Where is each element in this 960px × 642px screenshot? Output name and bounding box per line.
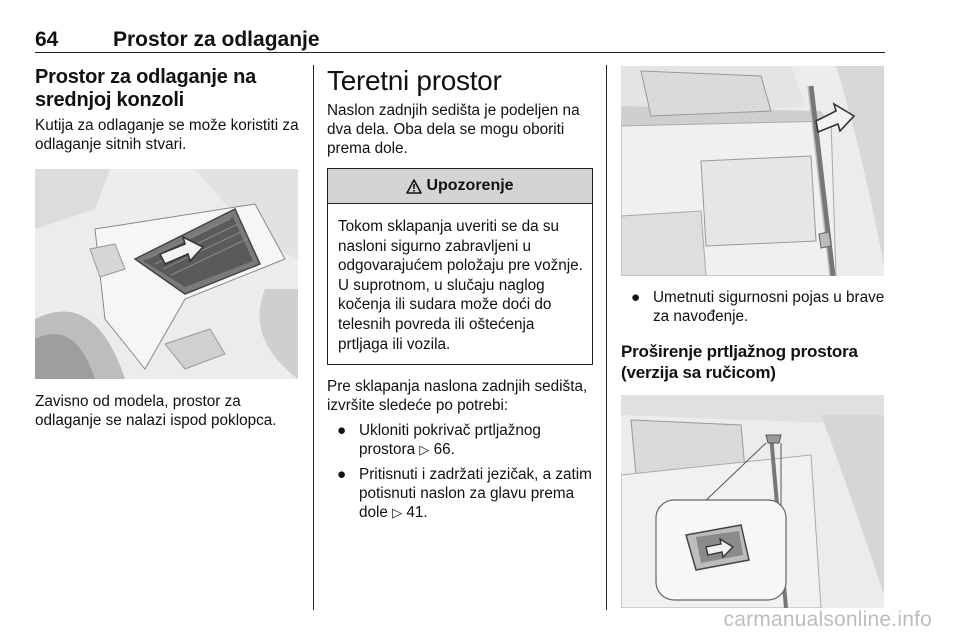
section-title: Prostor za odlaganje [113, 28, 320, 51]
rear-seat-belt-illustration [621, 66, 884, 276]
column-cargo-area [327, 66, 593, 528]
warning-triangle-icon [406, 179, 422, 194]
list-item: ● Ukloniti pokrivač prtljažnog prostora ▷ 66. [337, 422, 541, 459]
steps-list [327, 421, 593, 523]
warning-title: Upozorenje [426, 177, 514, 194]
seatbelt-steps [621, 288, 887, 326]
page-header [35, 26, 885, 53]
column-center-console [35, 66, 300, 430]
warning-title-bar [328, 169, 592, 204]
steps-intro: Pre sklapanja naslona zadnjih sedišta, izvršite sledeće po potrebi: [327, 378, 588, 415]
page-reference[interactable]: 41. [406, 504, 428, 522]
list-item: ● Umetnuti sigurnosni pojas u brave za navođenje. [631, 289, 885, 325]
cargo-area-intro: Naslon zadnjih sedišta je podeljen na dva dela. Oba dela se mogu oboriti prema dole. [327, 102, 580, 157]
see-reference-icon: ▷ [419, 443, 430, 459]
watermark: carmanualsonline.info [723, 608, 932, 631]
see-reference-icon: ▷ [392, 506, 403, 522]
page-number: 64 [35, 28, 59, 51]
warning-box [327, 168, 593, 365]
center-console-intro: Kutija za odlaganje se može koristiti za odlaganje sitnih stvari. [35, 117, 299, 153]
page-reference[interactable]: 66. [433, 441, 455, 459]
column-divider [313, 65, 314, 610]
warning-text: Tokom sklapanja uveriti se da su nasloni sigurno zabravljeni u odgovarajućem položaju pre vožnje. U suprotnom, u slučaju naglog kočenja ili sudara može doći do telesnih povreda ili oštećenja prtljaga ili vozila. [338, 218, 583, 353]
cargo-extension-heading: Proširenje prtljažnog prostora (verzija sa ručicom) [621, 342, 858, 382]
warning-body [328, 204, 592, 364]
center-console-note: Zavisno od modela, prostor za odlaganje se nalazi ispod poklopca. [35, 393, 277, 429]
list-item: ● Pritisnuti i zadržati jezičak, a zatim potisnuti naslon za glavu prema dole ▷ 41. [337, 466, 592, 522]
rear-seat-lever-illustration [621, 395, 884, 608]
column-divider [606, 65, 607, 610]
bullet-icon: ● [631, 289, 641, 306]
cargo-area-heading: Teretni prostor [327, 65, 502, 96]
bullet-icon: ● [337, 466, 347, 484]
center-console-heading: Prostor za odlaganje na srednjoj konzoli [35, 66, 257, 111]
center-console-illustration [35, 169, 298, 379]
column-seatbelt-extension [621, 66, 887, 608]
bullet-icon: ● [337, 422, 347, 440]
